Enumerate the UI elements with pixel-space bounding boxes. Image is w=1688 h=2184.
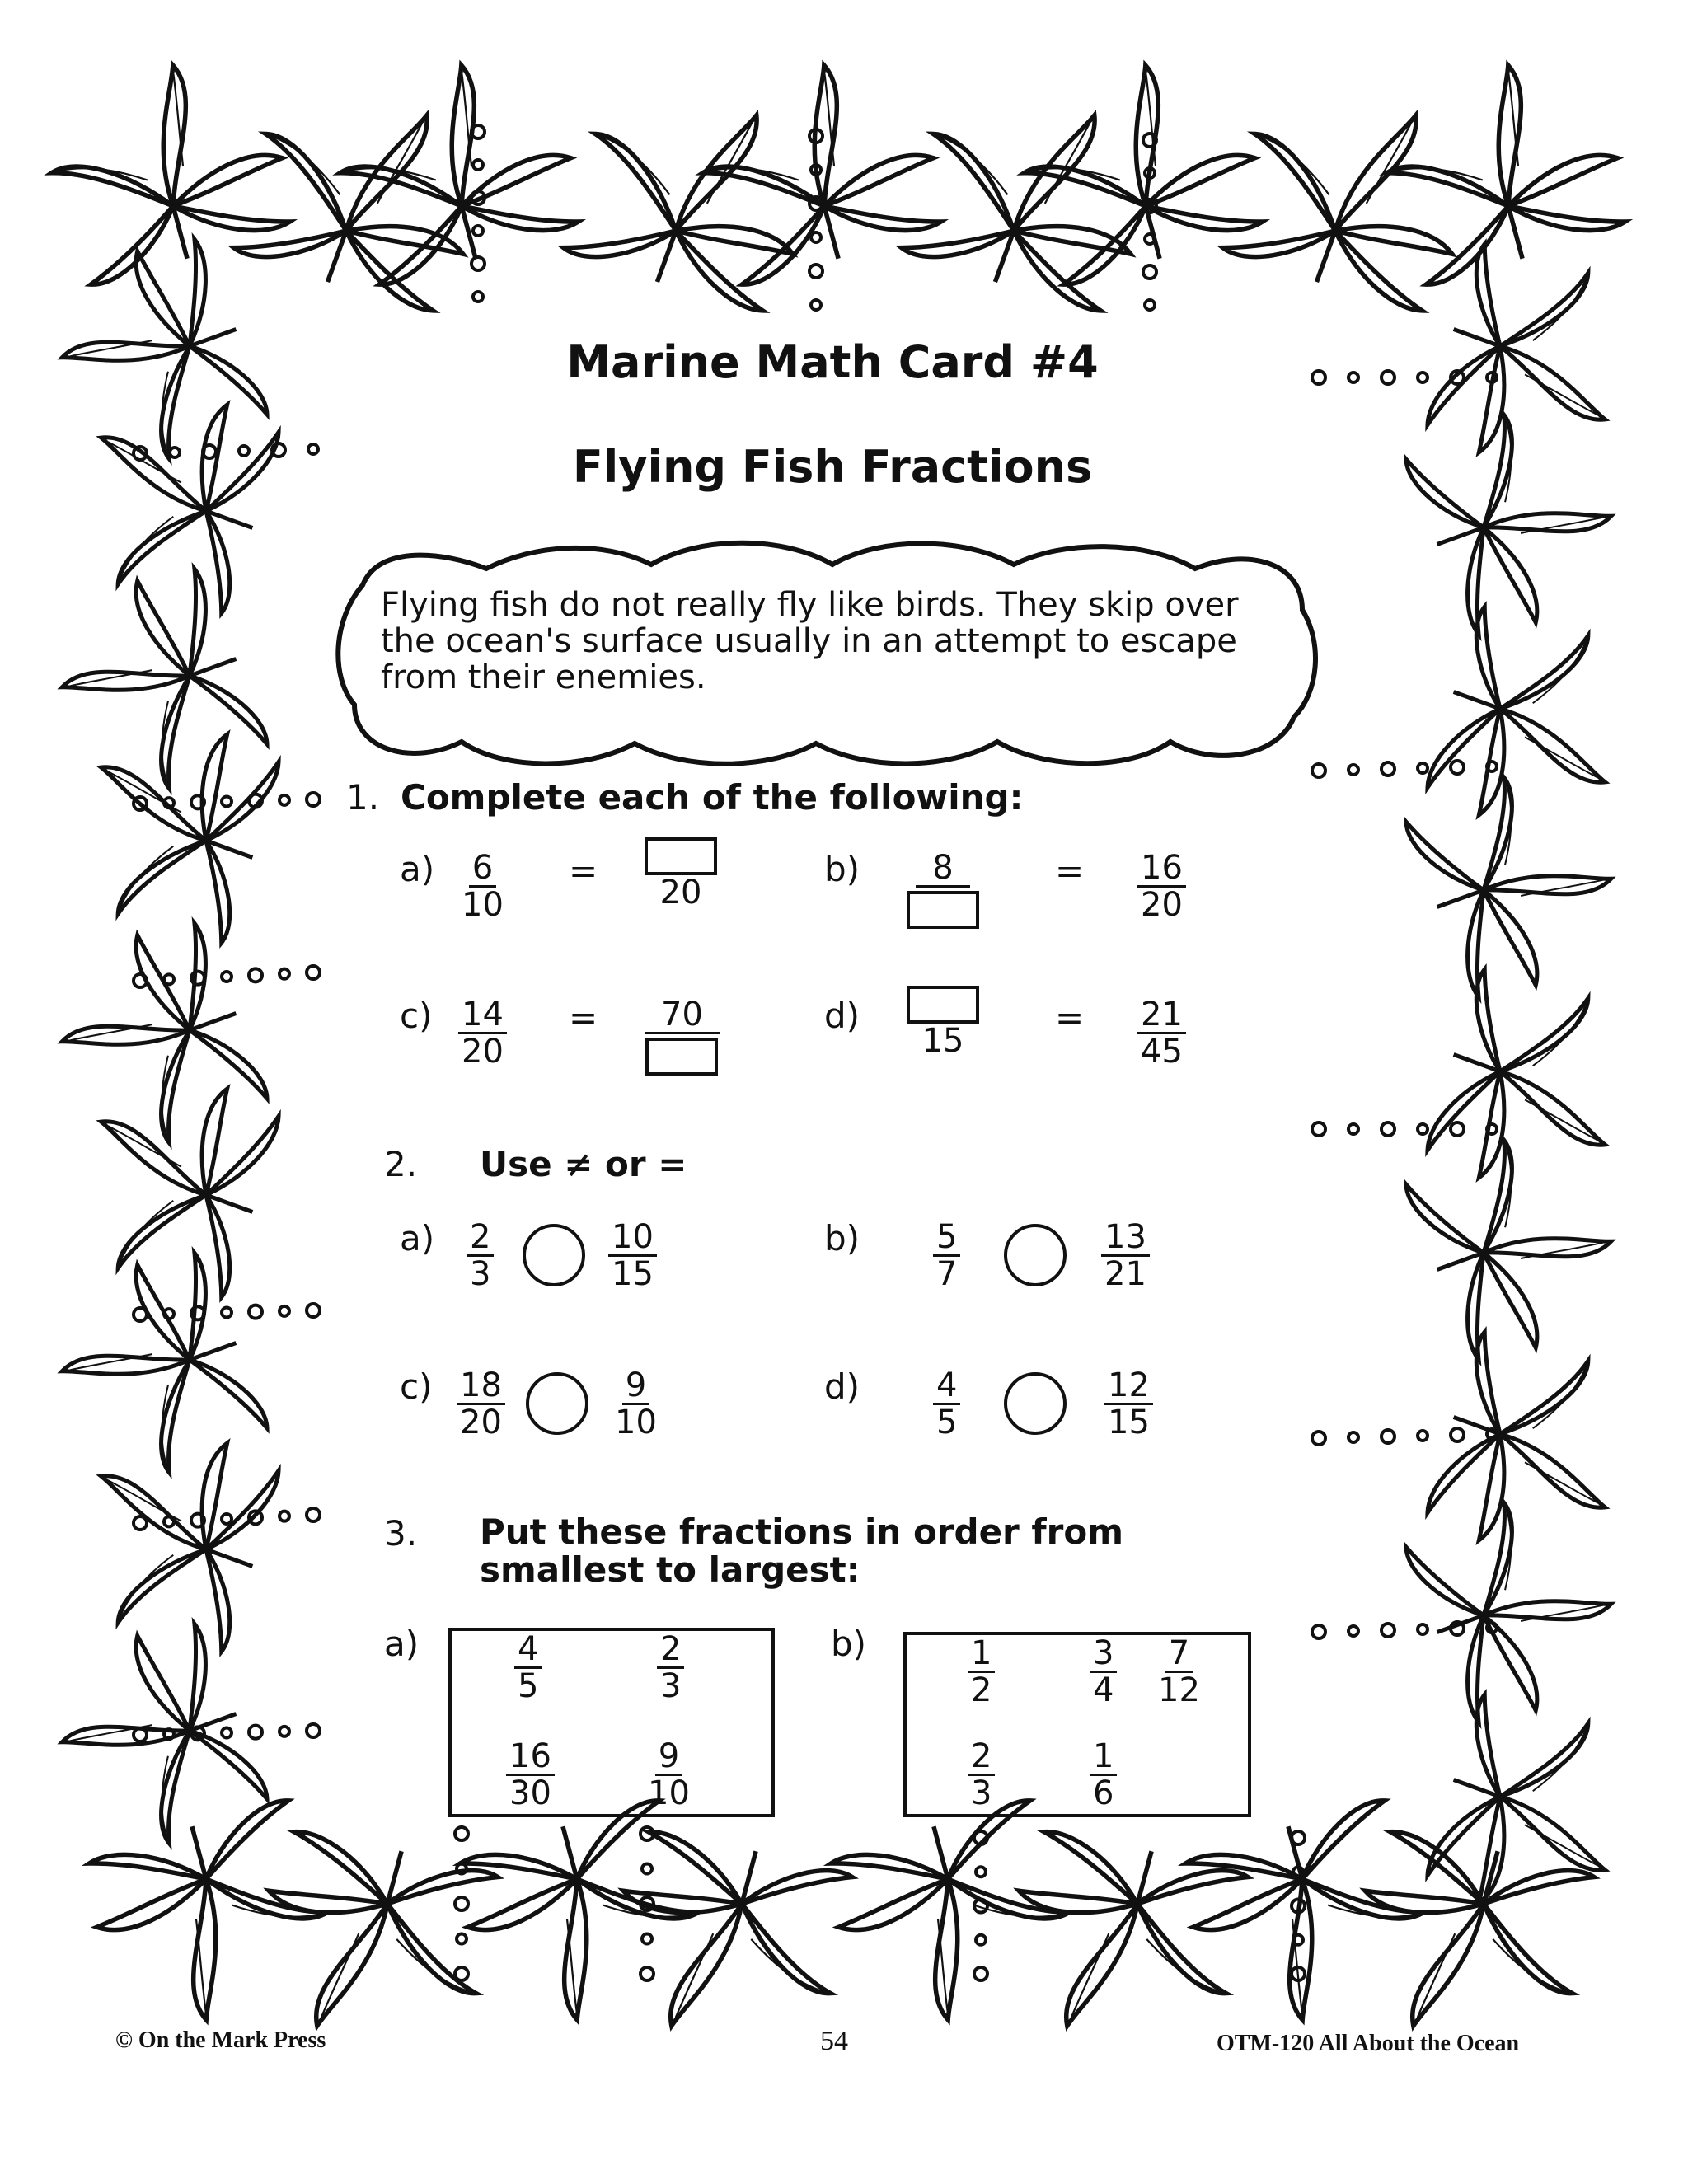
q3-a-fraction-2 bbox=[657, 1632, 684, 1704]
q3-b-denominator-4: 3 bbox=[971, 1774, 992, 1812]
q2-a-label: a) bbox=[400, 1218, 435, 1258]
q1-d-right-fraction bbox=[1137, 997, 1186, 1069]
q2-c-left-denominator: 20 bbox=[460, 1404, 502, 1441]
q2-d-right-denominator: 15 bbox=[1108, 1404, 1150, 1441]
q2-b-left-denominator: 7 bbox=[936, 1255, 958, 1293]
q1-d-equals: = bbox=[1055, 997, 1085, 1038]
q3-b-denominator-1: 2 bbox=[971, 1671, 992, 1709]
q3-b-numerator-3: 7 bbox=[1165, 1636, 1193, 1673]
q2-a-right-denominator: 15 bbox=[612, 1255, 654, 1293]
q1-c-right-numerator: 70 bbox=[645, 997, 720, 1034]
q1-d-right-numerator: 21 bbox=[1137, 997, 1186, 1034]
q1-c-left-numerator: 14 bbox=[458, 997, 507, 1034]
q1-b-left-numerator: 8 bbox=[916, 851, 969, 888]
page-title: Marine Math Card #4 bbox=[566, 336, 1099, 388]
q1-b-answer-box[interactable] bbox=[907, 891, 979, 929]
q3-a-denominator-3: 30 bbox=[509, 1774, 551, 1812]
q1-a-right-denominator: 20 bbox=[659, 874, 702, 912]
footer-copyright: © On the Mark Press bbox=[115, 2027, 326, 2053]
q3-a-denominator-4: 10 bbox=[648, 1774, 690, 1812]
q2-d-right-fraction bbox=[1104, 1368, 1153, 1440]
q1-c-equals: = bbox=[569, 997, 598, 1038]
q1-d-left-fraction bbox=[907, 986, 979, 1058]
q1-c-right-fraction bbox=[645, 997, 720, 1076]
q1-c-answer-box[interactable] bbox=[645, 1038, 718, 1076]
q2-a-right-fraction bbox=[608, 1220, 657, 1291]
q2-a-right-numerator: 10 bbox=[608, 1220, 657, 1257]
q2-d-left-denominator: 5 bbox=[936, 1404, 958, 1441]
q3-b-denominator-2: 4 bbox=[1093, 1671, 1114, 1709]
q2-d-answer-circle[interactable] bbox=[1004, 1372, 1067, 1435]
q2-b-left-numerator: 5 bbox=[933, 1220, 960, 1257]
q3-b-numerator-1: 1 bbox=[968, 1636, 995, 1673]
q3-a-denominator-1: 5 bbox=[518, 1667, 539, 1705]
q1-b-label: b) bbox=[824, 849, 860, 889]
q1-prompt: Complete each of the following: bbox=[401, 777, 1024, 818]
q1-a-left-denominator: 10 bbox=[462, 886, 504, 924]
q2-c-answer-circle[interactable] bbox=[526, 1372, 588, 1435]
q1-b-equals: = bbox=[1055, 851, 1085, 891]
q2-a-left-numerator: 2 bbox=[467, 1220, 494, 1257]
q3-a-numerator-3: 16 bbox=[506, 1739, 555, 1776]
page-subtitle: Flying Fish Fractions bbox=[572, 441, 1093, 493]
q2-c-left-fraction bbox=[457, 1368, 505, 1440]
q1-b-right-denominator: 20 bbox=[1141, 886, 1183, 924]
q2-b-left-fraction bbox=[933, 1220, 960, 1291]
q3-b-fraction-3 bbox=[1158, 1636, 1200, 1708]
q3-a-fraction-4 bbox=[648, 1739, 690, 1811]
q3-b-fraction-4 bbox=[968, 1739, 995, 1811]
q3-b-numerator-4: 2 bbox=[968, 1739, 995, 1776]
q1-number: 1. bbox=[346, 777, 380, 818]
q2-c-right-fraction bbox=[615, 1368, 657, 1440]
q3-b-label: b) bbox=[831, 1624, 867, 1664]
q2-b-right-numerator: 13 bbox=[1101, 1220, 1150, 1257]
q3-a-numerator-2: 2 bbox=[657, 1632, 684, 1669]
q2-prompt: Use ≠ or = bbox=[480, 1144, 687, 1184]
q2-b-answer-circle[interactable] bbox=[1004, 1224, 1067, 1286]
q1-c-left-denominator: 20 bbox=[462, 1033, 504, 1071]
q2-c-left-numerator: 18 bbox=[457, 1368, 505, 1405]
q3-a-numerator-4: 9 bbox=[655, 1739, 682, 1776]
q3-a-box bbox=[448, 1628, 775, 1817]
q1-d-label: d) bbox=[824, 996, 860, 1036]
q2-b-right-denominator: 21 bbox=[1104, 1255, 1146, 1293]
q1-a-left-fraction bbox=[462, 851, 504, 922]
q1-d-left-denominator: 15 bbox=[921, 1022, 964, 1060]
q2-a-answer-circle[interactable] bbox=[523, 1224, 585, 1286]
q2-c-right-numerator: 9 bbox=[622, 1368, 649, 1405]
q3-a-denominator-2: 3 bbox=[660, 1667, 682, 1705]
q1-a-left-numerator: 6 bbox=[469, 851, 496, 888]
q2-number: 2. bbox=[384, 1144, 418, 1184]
q3-b-fraction-1 bbox=[968, 1636, 995, 1708]
intro-text: Flying fish do not really fly like birds. They skip over the ocean's surface usually in an attempt to escape from their enemies. bbox=[381, 586, 1239, 696]
q3-a-label: a) bbox=[384, 1624, 420, 1664]
q3-a-numerator-1: 4 bbox=[514, 1632, 542, 1669]
q2-c-right-denominator: 10 bbox=[615, 1404, 657, 1441]
q3-a-fraction-3 bbox=[506, 1739, 555, 1811]
q1-b-right-fraction bbox=[1137, 851, 1186, 922]
q2-d-right-numerator: 12 bbox=[1104, 1368, 1153, 1405]
q3-b-numerator-5: 1 bbox=[1090, 1739, 1117, 1776]
q1-c-left-fraction bbox=[458, 997, 507, 1069]
q3-number: 3. bbox=[384, 1513, 418, 1554]
q1-b-right-numerator: 16 bbox=[1137, 851, 1186, 888]
q3-b-denominator-3: 12 bbox=[1158, 1671, 1200, 1709]
q1-a-label: a) bbox=[400, 849, 435, 889]
q3-b-numerator-2: 3 bbox=[1090, 1636, 1117, 1673]
q3-prompt: Put these fractions in order from smallest to largest: bbox=[480, 1511, 1123, 1590]
q1-a-right-fraction bbox=[645, 837, 717, 910]
q1-a-answer-box[interactable] bbox=[645, 837, 717, 875]
q2-a-left-denominator: 3 bbox=[470, 1255, 491, 1293]
q2-b-right-fraction bbox=[1101, 1220, 1150, 1291]
q1-b-left-fraction bbox=[907, 851, 979, 929]
q1-d-answer-box[interactable] bbox=[907, 986, 979, 1024]
footer-series: OTM-120 All About the Ocean bbox=[1217, 2031, 1520, 2056]
q3-b-fraction-2 bbox=[1090, 1636, 1117, 1708]
q2-d-left-fraction bbox=[933, 1368, 960, 1440]
q2-d-left-numerator: 4 bbox=[933, 1368, 960, 1405]
q3-b-denominator-5: 6 bbox=[1093, 1774, 1114, 1812]
q1-d-right-denominator: 45 bbox=[1141, 1033, 1183, 1071]
q2-b-label: b) bbox=[824, 1218, 860, 1258]
footer-page-number: 54 bbox=[820, 2026, 848, 2056]
q2-d-label: d) bbox=[824, 1366, 860, 1407]
q1-c-label: c) bbox=[400, 996, 433, 1036]
q3-a-fraction-1 bbox=[514, 1632, 542, 1704]
q2-a-left-fraction bbox=[467, 1220, 494, 1291]
q3-b-fraction-5 bbox=[1090, 1739, 1117, 1811]
q1-a-equals: = bbox=[569, 851, 598, 891]
q2-c-label: c) bbox=[400, 1366, 433, 1407]
